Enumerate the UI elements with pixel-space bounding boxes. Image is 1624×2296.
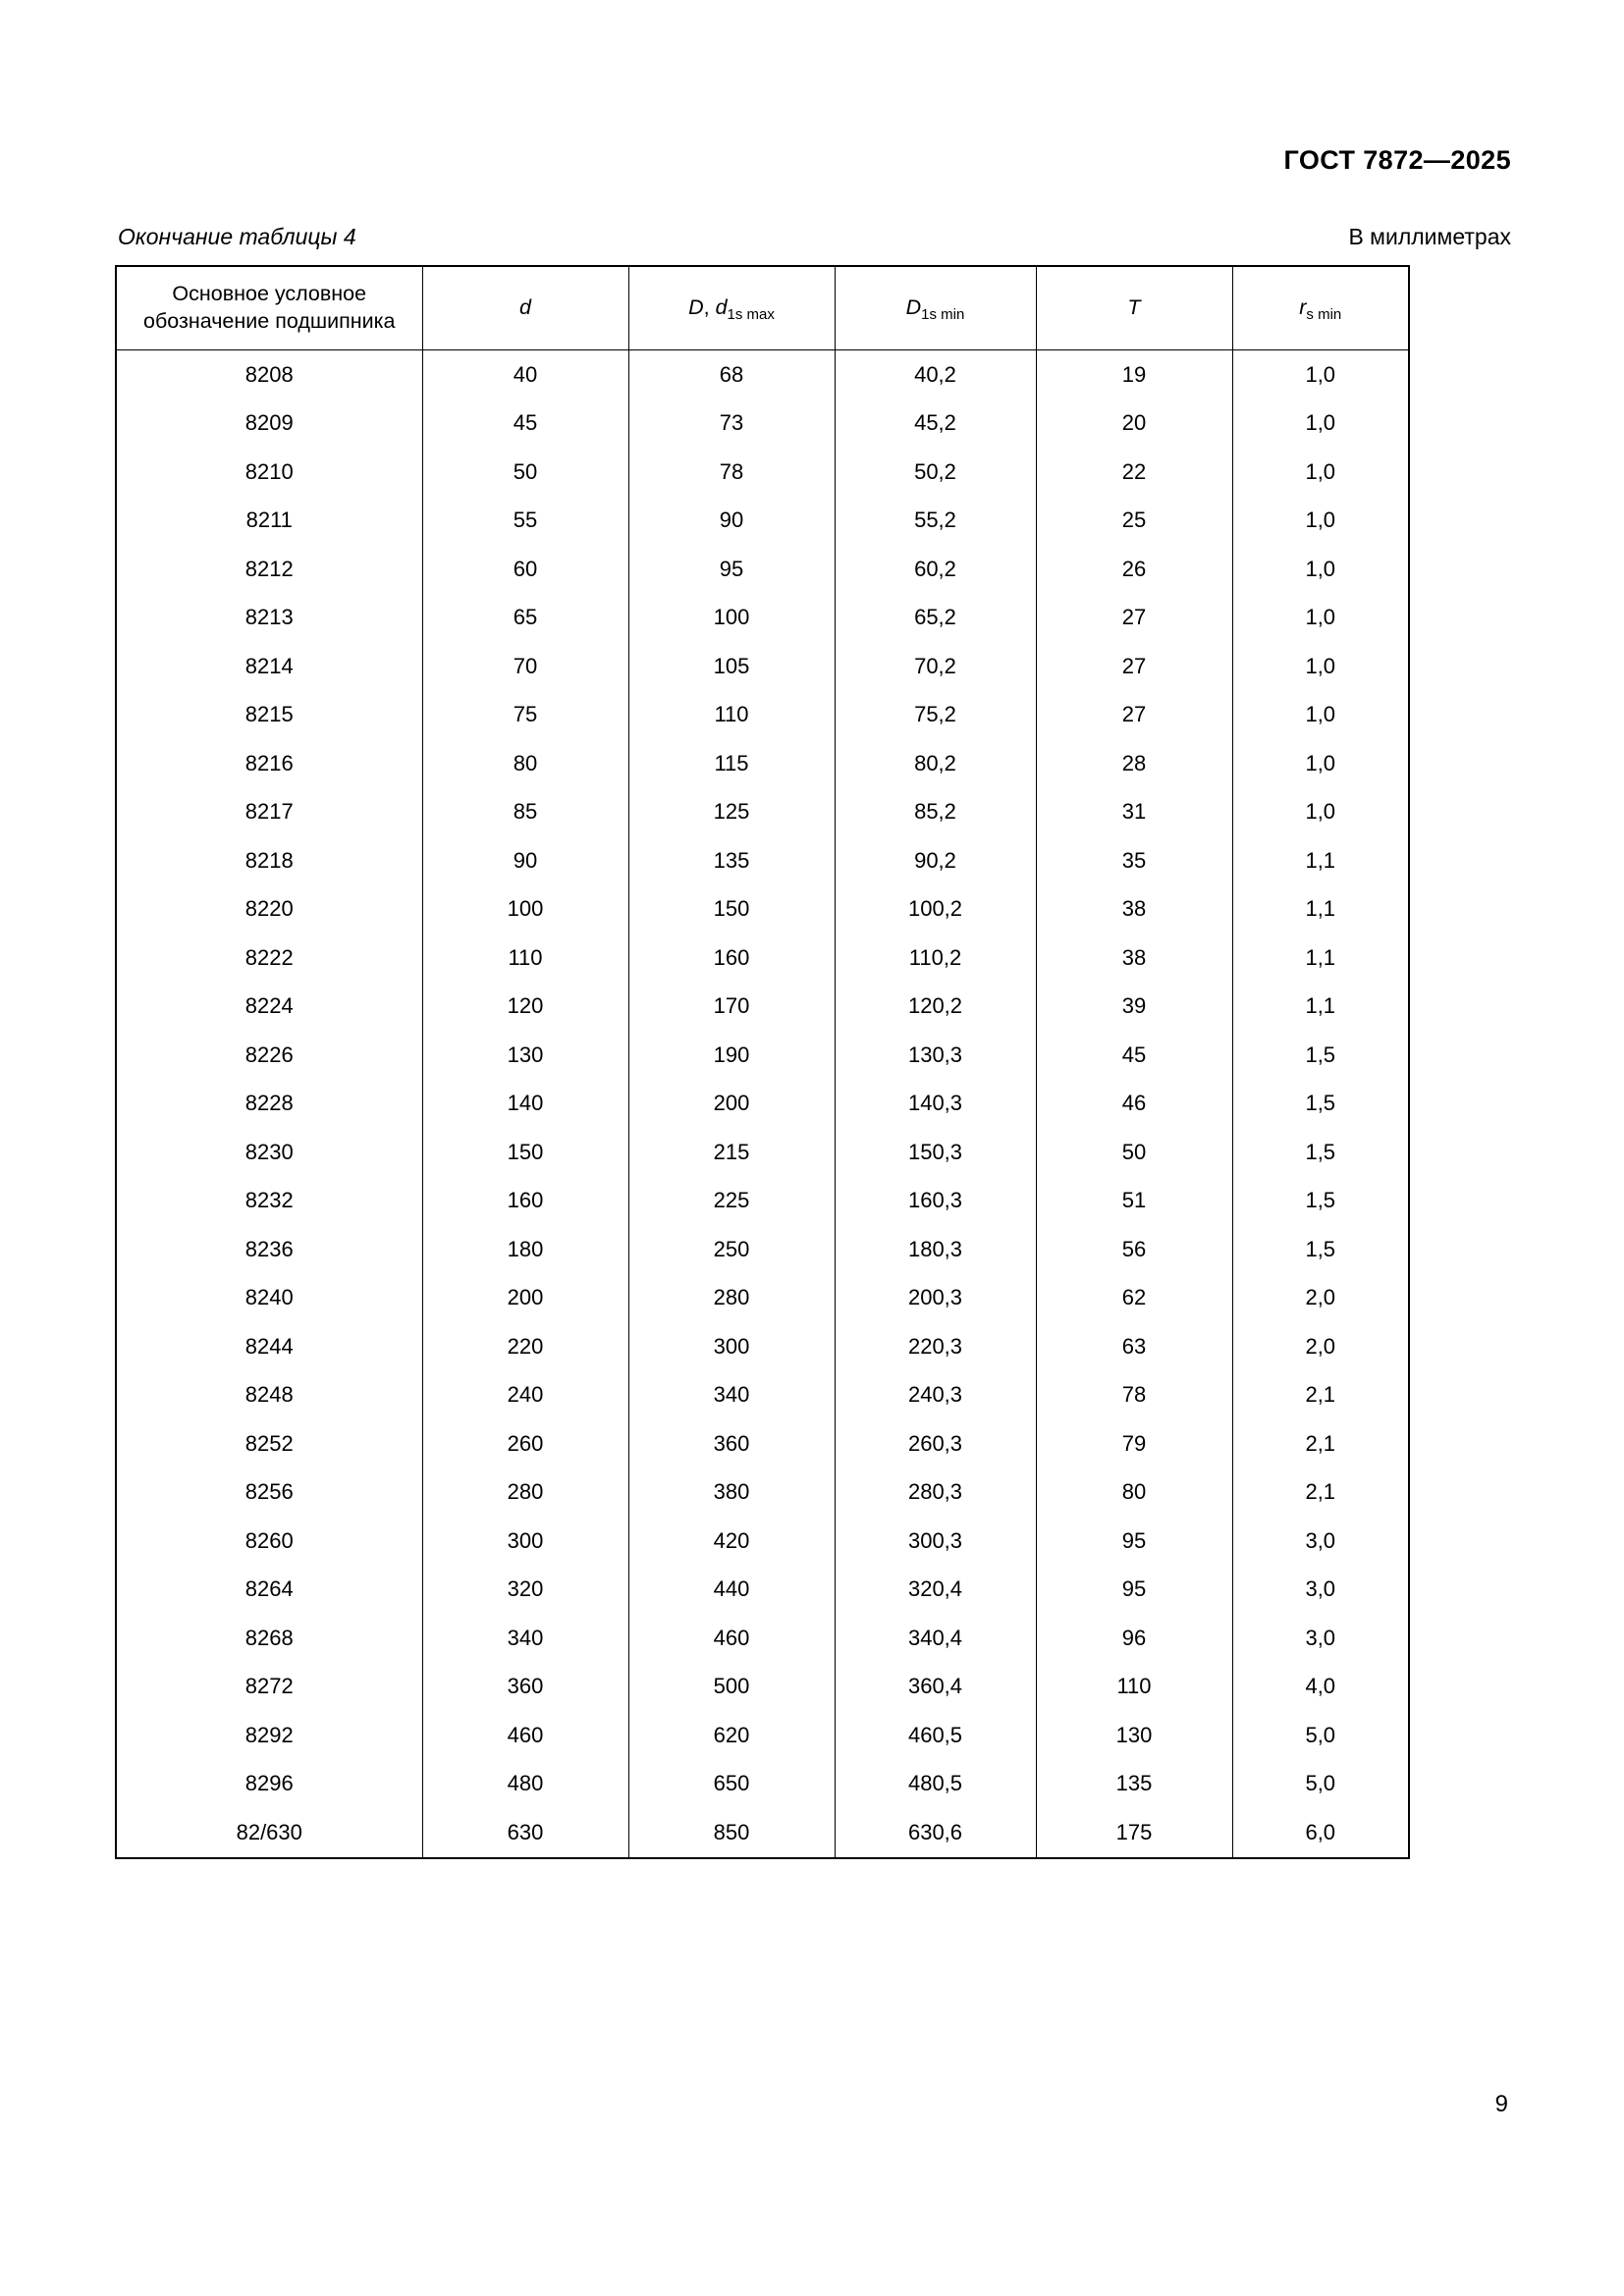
table-row bbox=[116, 983, 1409, 1032]
cell-D1s-min: 75,2 bbox=[835, 691, 1036, 740]
cell-rs-min: 2,0 bbox=[1232, 1322, 1409, 1371]
cell-D-d1s-max: 460 bbox=[628, 1614, 835, 1663]
cell-D1s-min: 260,3 bbox=[835, 1419, 1036, 1468]
standard-number-header: ГОСТ 7872—2025 bbox=[1283, 145, 1511, 175]
cell-designation: 8222 bbox=[116, 934, 422, 983]
cell-d: 45 bbox=[422, 400, 628, 449]
cell-rs-min: 1,0 bbox=[1232, 350, 1409, 400]
cell-T: 27 bbox=[1036, 691, 1232, 740]
table-row bbox=[116, 691, 1409, 740]
cell-D-d1s-max: 340 bbox=[628, 1371, 835, 1420]
column-header-T: T bbox=[1036, 266, 1232, 350]
cell-rs-min: 2,1 bbox=[1232, 1371, 1409, 1420]
column-header-D-d1s-max: D, $d_{1s max}$ bbox=[628, 266, 835, 350]
cell-d: 85 bbox=[422, 788, 628, 837]
cell-D1s-min: 220,3 bbox=[835, 1322, 1036, 1371]
cell-d: 80 bbox=[422, 739, 628, 788]
cell-d: 60 bbox=[422, 545, 628, 594]
cell-D1s-min: 50,2 bbox=[835, 448, 1036, 497]
cell-d: 120 bbox=[422, 983, 628, 1032]
cell-designation: 8220 bbox=[116, 885, 422, 934]
cell-D-d1s-max: 225 bbox=[628, 1177, 835, 1226]
cell-designation: 8208 bbox=[116, 350, 422, 400]
cell-D-d1s-max: 620 bbox=[628, 1711, 835, 1760]
cell-D-d1s-max: 440 bbox=[628, 1566, 835, 1615]
cell-T: 35 bbox=[1036, 836, 1232, 885]
cell-d: 360 bbox=[422, 1663, 628, 1712]
cell-D-d1s-max: 300 bbox=[628, 1322, 835, 1371]
cell-T: 45 bbox=[1036, 1031, 1232, 1080]
cell-d: 240 bbox=[422, 1371, 628, 1420]
cell-D-d1s-max: 420 bbox=[628, 1517, 835, 1566]
cell-D1s-min: 85,2 bbox=[835, 788, 1036, 837]
table-row bbox=[116, 1128, 1409, 1177]
cell-D-d1s-max: 105 bbox=[628, 642, 835, 691]
cell-d: 90 bbox=[422, 836, 628, 885]
cell-D1s-min: 180,3 bbox=[835, 1225, 1036, 1274]
cell-d: 480 bbox=[422, 1760, 628, 1809]
cell-rs-min: 1,1 bbox=[1232, 885, 1409, 934]
cell-D-d1s-max: 215 bbox=[628, 1128, 835, 1177]
table-header-row bbox=[116, 266, 1409, 350]
cell-d: 220 bbox=[422, 1322, 628, 1371]
table-row bbox=[116, 594, 1409, 643]
cell-D1s-min: 460,5 bbox=[835, 1711, 1036, 1760]
cell-designation: 8252 bbox=[116, 1419, 422, 1468]
cell-designation: 8212 bbox=[116, 545, 422, 594]
cell-D-d1s-max: 250 bbox=[628, 1225, 835, 1274]
column-header-designation-line2: обозначение подшипника bbox=[143, 309, 396, 333]
table-row bbox=[116, 1614, 1409, 1663]
cell-T: 110 bbox=[1036, 1663, 1232, 1712]
cell-rs-min: 1,0 bbox=[1232, 594, 1409, 643]
cell-D-d1s-max: 850 bbox=[628, 1808, 835, 1858]
cell-D-d1s-max: 73 bbox=[628, 400, 835, 449]
cell-d: 260 bbox=[422, 1419, 628, 1468]
cell-D-d1s-max: 200 bbox=[628, 1080, 835, 1129]
cell-d: 460 bbox=[422, 1711, 628, 1760]
cell-d: 200 bbox=[422, 1274, 628, 1323]
cell-designation: 8256 bbox=[116, 1468, 422, 1518]
cell-designation: 8260 bbox=[116, 1517, 422, 1566]
cell-rs-min: 1,0 bbox=[1232, 400, 1409, 449]
cell-rs-min: 2,1 bbox=[1232, 1419, 1409, 1468]
cell-D1s-min: 160,3 bbox=[835, 1177, 1036, 1226]
cell-designation: 8215 bbox=[116, 691, 422, 740]
cell-D1s-min: 130,3 bbox=[835, 1031, 1036, 1080]
cell-designation: 8264 bbox=[116, 1566, 422, 1615]
cell-designation: 8228 bbox=[116, 1080, 422, 1129]
cell-D-d1s-max: 90 bbox=[628, 497, 835, 546]
cell-D1s-min: 40,2 bbox=[835, 350, 1036, 400]
cell-D-d1s-max: 95 bbox=[628, 545, 835, 594]
table-row bbox=[116, 1517, 1409, 1566]
cell-D1s-min: 140,3 bbox=[835, 1080, 1036, 1129]
cell-rs-min: 2,1 bbox=[1232, 1468, 1409, 1518]
table-row bbox=[116, 1322, 1409, 1371]
cell-D1s-min: 90,2 bbox=[835, 836, 1036, 885]
cell-d: 340 bbox=[422, 1614, 628, 1663]
cell-T: 95 bbox=[1036, 1566, 1232, 1615]
cell-rs-min: 1,5 bbox=[1232, 1177, 1409, 1226]
cell-designation: 8230 bbox=[116, 1128, 422, 1177]
cell-designation: 8292 bbox=[116, 1711, 422, 1760]
cell-rs-min: 5,0 bbox=[1232, 1760, 1409, 1809]
cell-rs-min: 1,0 bbox=[1232, 448, 1409, 497]
cell-d: 140 bbox=[422, 1080, 628, 1129]
table-row bbox=[116, 1177, 1409, 1226]
cell-T: 38 bbox=[1036, 934, 1232, 983]
cell-d: 130 bbox=[422, 1031, 628, 1080]
table-row bbox=[116, 1663, 1409, 1712]
table-row bbox=[116, 1566, 1409, 1615]
cell-rs-min: 1,5 bbox=[1232, 1031, 1409, 1080]
cell-D1s-min: 65,2 bbox=[835, 594, 1036, 643]
cell-T: 135 bbox=[1036, 1760, 1232, 1809]
cell-T: 50 bbox=[1036, 1128, 1232, 1177]
table-row bbox=[116, 400, 1409, 449]
cell-D-d1s-max: 125 bbox=[628, 788, 835, 837]
cell-designation: 82/630 bbox=[116, 1808, 422, 1858]
cell-T: 46 bbox=[1036, 1080, 1232, 1129]
cell-designation: 8214 bbox=[116, 642, 422, 691]
cell-designation: 8224 bbox=[116, 983, 422, 1032]
cell-designation: 8216 bbox=[116, 739, 422, 788]
table-row bbox=[116, 1711, 1409, 1760]
cell-d: 150 bbox=[422, 1128, 628, 1177]
cell-D1s-min: 70,2 bbox=[835, 642, 1036, 691]
table-row bbox=[116, 1031, 1409, 1080]
cell-rs-min: 1,0 bbox=[1232, 739, 1409, 788]
table-row bbox=[116, 350, 1409, 400]
cell-rs-min: 1,0 bbox=[1232, 691, 1409, 740]
cell-rs-min: 1,1 bbox=[1232, 934, 1409, 983]
cell-designation: 8236 bbox=[116, 1225, 422, 1274]
cell-rs-min: 1,5 bbox=[1232, 1225, 1409, 1274]
cell-designation: 8226 bbox=[116, 1031, 422, 1080]
cell-T: 31 bbox=[1036, 788, 1232, 837]
table-row bbox=[116, 448, 1409, 497]
cell-D-d1s-max: 500 bbox=[628, 1663, 835, 1712]
cell-rs-min: 3,0 bbox=[1232, 1566, 1409, 1615]
cell-d: 110 bbox=[422, 934, 628, 983]
cell-T: 22 bbox=[1036, 448, 1232, 497]
table-header bbox=[116, 266, 1409, 350]
cell-designation: 8272 bbox=[116, 1663, 422, 1712]
cell-d: 55 bbox=[422, 497, 628, 546]
cell-T: 25 bbox=[1036, 497, 1232, 546]
cell-D-d1s-max: 280 bbox=[628, 1274, 835, 1323]
table-row bbox=[116, 1080, 1409, 1129]
cell-D-d1s-max: 110 bbox=[628, 691, 835, 740]
cell-D-d1s-max: 380 bbox=[628, 1468, 835, 1518]
table-row bbox=[116, 1808, 1409, 1858]
cell-D1s-min: 480,5 bbox=[835, 1760, 1036, 1809]
cell-rs-min: 1,0 bbox=[1232, 545, 1409, 594]
cell-T: 79 bbox=[1036, 1419, 1232, 1468]
cell-D1s-min: 200,3 bbox=[835, 1274, 1036, 1323]
cell-designation: 8248 bbox=[116, 1371, 422, 1420]
cell-D-d1s-max: 170 bbox=[628, 983, 835, 1032]
cell-d: 50 bbox=[422, 448, 628, 497]
cell-D-d1s-max: 78 bbox=[628, 448, 835, 497]
cell-T: 175 bbox=[1036, 1808, 1232, 1858]
column-header-designation bbox=[116, 266, 422, 350]
table-body bbox=[116, 350, 1409, 1858]
cell-T: 63 bbox=[1036, 1322, 1232, 1371]
cell-designation: 8232 bbox=[116, 1177, 422, 1226]
table-caption: Окончание таблицы 4 bbox=[118, 224, 356, 249]
cell-D-d1s-max: 650 bbox=[628, 1760, 835, 1809]
cell-D1s-min: 150,3 bbox=[835, 1128, 1036, 1177]
cell-designation: 8244 bbox=[116, 1322, 422, 1371]
cell-rs-min: 2,0 bbox=[1232, 1274, 1409, 1323]
cell-D1s-min: 300,3 bbox=[835, 1517, 1036, 1566]
cell-designation: 8240 bbox=[116, 1274, 422, 1323]
table-row bbox=[116, 642, 1409, 691]
cell-d: 40 bbox=[422, 350, 628, 400]
cell-rs-min: 1,0 bbox=[1232, 788, 1409, 837]
table-row bbox=[116, 1225, 1409, 1274]
cell-T: 56 bbox=[1036, 1225, 1232, 1274]
table-row bbox=[116, 1419, 1409, 1468]
cell-rs-min: 5,0 bbox=[1232, 1711, 1409, 1760]
cell-d: 65 bbox=[422, 594, 628, 643]
table-row bbox=[116, 885, 1409, 934]
table-row bbox=[116, 545, 1409, 594]
cell-rs-min: 1,5 bbox=[1232, 1128, 1409, 1177]
cell-T: 130 bbox=[1036, 1711, 1232, 1760]
cell-d: 160 bbox=[422, 1177, 628, 1226]
column-header-d: d bbox=[422, 266, 628, 350]
cell-designation: 8211 bbox=[116, 497, 422, 546]
cell-designation: 8213 bbox=[116, 594, 422, 643]
cell-rs-min: 1,1 bbox=[1232, 983, 1409, 1032]
table-row bbox=[116, 1760, 1409, 1809]
page-number: 9 bbox=[1494, 2091, 1508, 2117]
table-row bbox=[116, 836, 1409, 885]
cell-designation: 8209 bbox=[116, 400, 422, 449]
column-header-D1s-min: $D_{1s min}$ bbox=[835, 266, 1036, 350]
table-row bbox=[116, 1371, 1409, 1420]
column-header-designation-line1: Основное условное bbox=[172, 282, 367, 306]
cell-D1s-min: 360,4 bbox=[835, 1663, 1036, 1712]
cell-T: 95 bbox=[1036, 1517, 1232, 1566]
cell-D-d1s-max: 360 bbox=[628, 1419, 835, 1468]
cell-D1s-min: 340,4 bbox=[835, 1614, 1036, 1663]
cell-rs-min: 3,0 bbox=[1232, 1614, 1409, 1663]
table-row bbox=[116, 788, 1409, 837]
cell-rs-min: 1,1 bbox=[1232, 836, 1409, 885]
cell-D1s-min: 60,2 bbox=[835, 545, 1036, 594]
cell-designation: 8296 bbox=[116, 1760, 422, 1809]
cell-rs-min: 1,0 bbox=[1232, 642, 1409, 691]
cell-D-d1s-max: 160 bbox=[628, 934, 835, 983]
cell-D1s-min: 110,2 bbox=[835, 934, 1036, 983]
cell-T: 39 bbox=[1036, 983, 1232, 1032]
cell-T: 27 bbox=[1036, 594, 1232, 643]
cell-D-d1s-max: 190 bbox=[628, 1031, 835, 1080]
cell-D1s-min: 45,2 bbox=[835, 400, 1036, 449]
cell-rs-min: 3,0 bbox=[1232, 1517, 1409, 1566]
table-row bbox=[116, 1468, 1409, 1518]
table-row bbox=[116, 739, 1409, 788]
cell-D-d1s-max: 115 bbox=[628, 739, 835, 788]
cell-d: 320 bbox=[422, 1566, 628, 1615]
cell-d: 100 bbox=[422, 885, 628, 934]
cell-T: 80 bbox=[1036, 1468, 1232, 1518]
units-note: В миллиметрах bbox=[1348, 224, 1511, 249]
table-row bbox=[116, 934, 1409, 983]
cell-D1s-min: 280,3 bbox=[835, 1468, 1036, 1518]
cell-designation: 8210 bbox=[116, 448, 422, 497]
cell-T: 19 bbox=[1036, 350, 1232, 400]
table-row bbox=[116, 497, 1409, 546]
cell-d: 70 bbox=[422, 642, 628, 691]
cell-D1s-min: 120,2 bbox=[835, 983, 1036, 1032]
cell-rs-min: 1,0 bbox=[1232, 497, 1409, 546]
cell-T: 96 bbox=[1036, 1614, 1232, 1663]
cell-T: 27 bbox=[1036, 642, 1232, 691]
cell-rs-min: 1,5 bbox=[1232, 1080, 1409, 1129]
cell-d: 280 bbox=[422, 1468, 628, 1518]
cell-T: 78 bbox=[1036, 1371, 1232, 1420]
bearing-dimensions-table-wrapper bbox=[115, 265, 1408, 1859]
cell-rs-min: 6,0 bbox=[1232, 1808, 1409, 1858]
cell-d: 180 bbox=[422, 1225, 628, 1274]
cell-D1s-min: 100,2 bbox=[835, 885, 1036, 934]
cell-d: 630 bbox=[422, 1808, 628, 1858]
cell-D1s-min: 630,6 bbox=[835, 1808, 1036, 1858]
cell-D-d1s-max: 150 bbox=[628, 885, 835, 934]
cell-D1s-min: 240,3 bbox=[835, 1371, 1036, 1420]
cell-D-d1s-max: 68 bbox=[628, 350, 835, 400]
cell-T: 28 bbox=[1036, 739, 1232, 788]
cell-T: 62 bbox=[1036, 1274, 1232, 1323]
cell-D1s-min: 320,4 bbox=[835, 1566, 1036, 1615]
cell-D1s-min: 55,2 bbox=[835, 497, 1036, 546]
cell-T: 20 bbox=[1036, 400, 1232, 449]
bearing-dimensions-table bbox=[115, 265, 1410, 1859]
cell-d: 75 bbox=[422, 691, 628, 740]
cell-d: 300 bbox=[422, 1517, 628, 1566]
cell-rs-min: 4,0 bbox=[1232, 1663, 1409, 1712]
table-row bbox=[116, 1274, 1409, 1323]
cell-D-d1s-max: 100 bbox=[628, 594, 835, 643]
cell-T: 26 bbox=[1036, 545, 1232, 594]
cell-designation: 8218 bbox=[116, 836, 422, 885]
cell-designation: 8268 bbox=[116, 1614, 422, 1663]
cell-designation: 8217 bbox=[116, 788, 422, 837]
cell-T: 38 bbox=[1036, 885, 1232, 934]
column-header-rs-min: $r_{s min}$ bbox=[1232, 266, 1409, 350]
cell-T: 51 bbox=[1036, 1177, 1232, 1226]
cell-D1s-min: 80,2 bbox=[835, 739, 1036, 788]
cell-D-d1s-max: 135 bbox=[628, 836, 835, 885]
